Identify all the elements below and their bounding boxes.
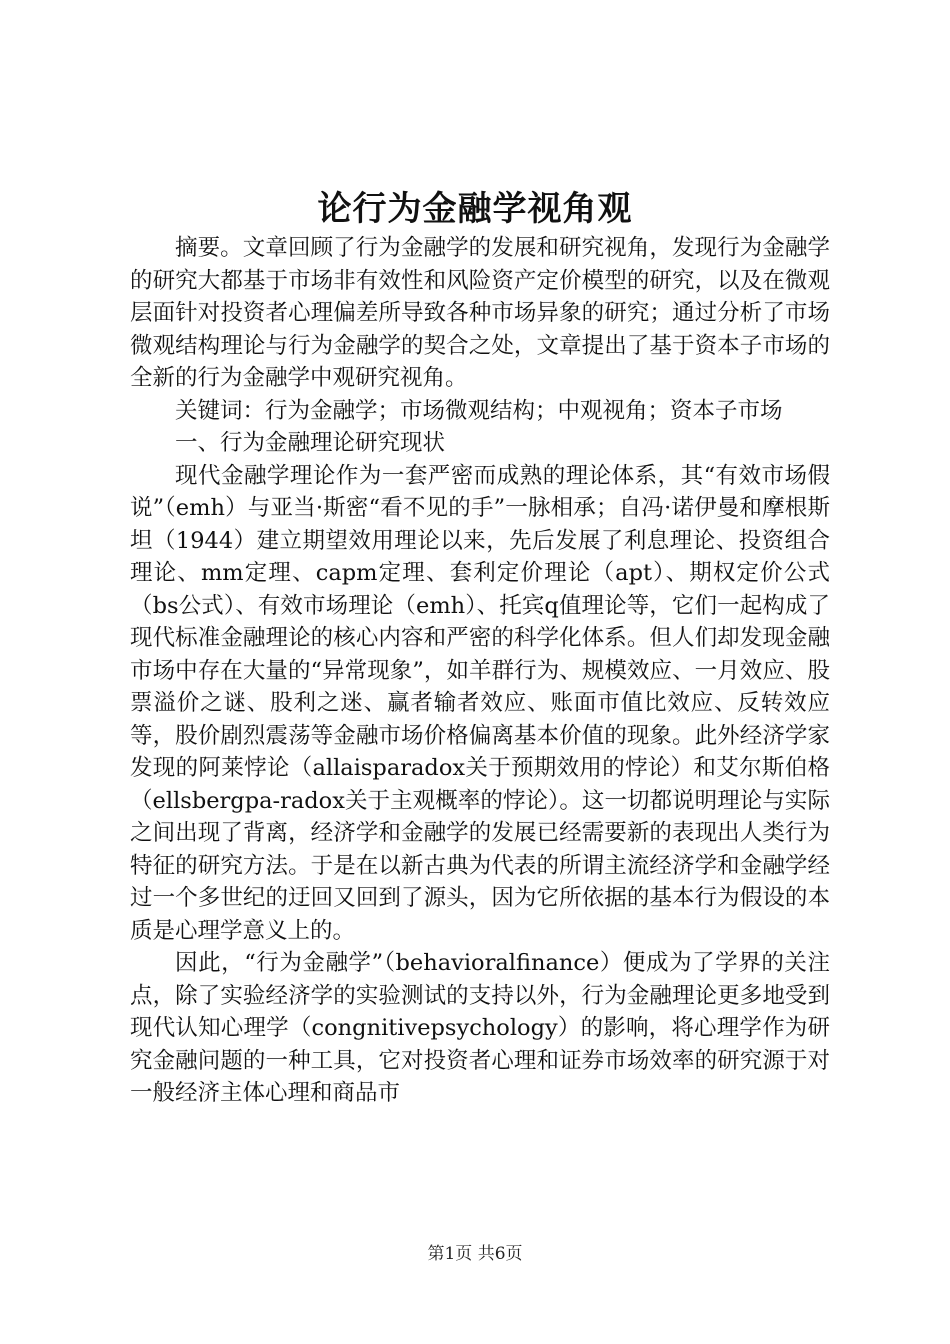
keywords-paragraph: 关键词：行为金融学；市场微观结构；中观视角；资本子市场 — [175, 397, 783, 424]
abstract-paragraph: 摘要。文章回顾了行为金融学的发展和研究视角，发现行为金融学的研究大都基于市场非有效性和风险资产定价模型的研究，以及在微观层面针对投资者心理偏差所导致各种市场异象的研究；通过分析了市场微观结构理论与行为金融学的契合之处，文章提出了基于资本子市场的全新的行为金融学中观研究视角。 — [130, 235, 830, 391]
document-body — [130, 232, 830, 1110]
body-paragraph: 现代金融学理论作为一套严密而成熟的理论体系，其“有效市场假说”（emh）与亚当·斯密“看不见的手”一脉相承；自冯·诺伊曼和摩根斯坦（1944）建立期望效用理论以来，先后发展了利息理论、投资组合理论、mm定理、capm定理、套利定价理论（apt）、期权定价公式（bs公式）、有效市场理论（emh）、托宾q值理论等，它们一起构成了现代标准金融理论的核心内容和严密的科学化体系。但人们却发现金融市场中存在大量的“异常现象”，如羊群行为、规模效应、一月效应、股票溢价之谜、股利之迷、赢者输者效应、账面市值比效应、反转效应等，股价剧烈震荡等金融市场价格偏离基本价值的现象。此外经济学家发现的阿莱悖论（allaisparadox关于预期效用的悖论）和艾尔斯伯格（ellsbergpa-radox关于主观概率的悖论）。这一切都说明理论与实际之间出现了背离，经济学和金融学的发展已经需要新的表现出人类行为特征的研究方法。于是在以新古典为代表的所谓主流经济学和金融学经过一个多世纪的迂回又回到了源头，因为它所依据的基本行为假设的本质是心理学意义上的。 — [130, 462, 830, 944]
body-paragraph: 因此，“行为金融学”（behavioralfinance）便成为了学界的关注点，除了实验经济学的实验测试的支持以外，行为金融理论更多地受到现代认知心理学（congnitivepsychology）的影响，将心理学作为研究金融问题的一种工具，它对投资者心理和证券市场效率的研究源于对一般经济主体心理和商品市 — [130, 950, 830, 1106]
section-heading: 一、行为金融理论研究现状 — [175, 430, 446, 456]
page-number-footer: 第1页 共6页 — [427, 1244, 523, 1264]
document-title: 论行为金融学视角观 — [317, 189, 633, 229]
